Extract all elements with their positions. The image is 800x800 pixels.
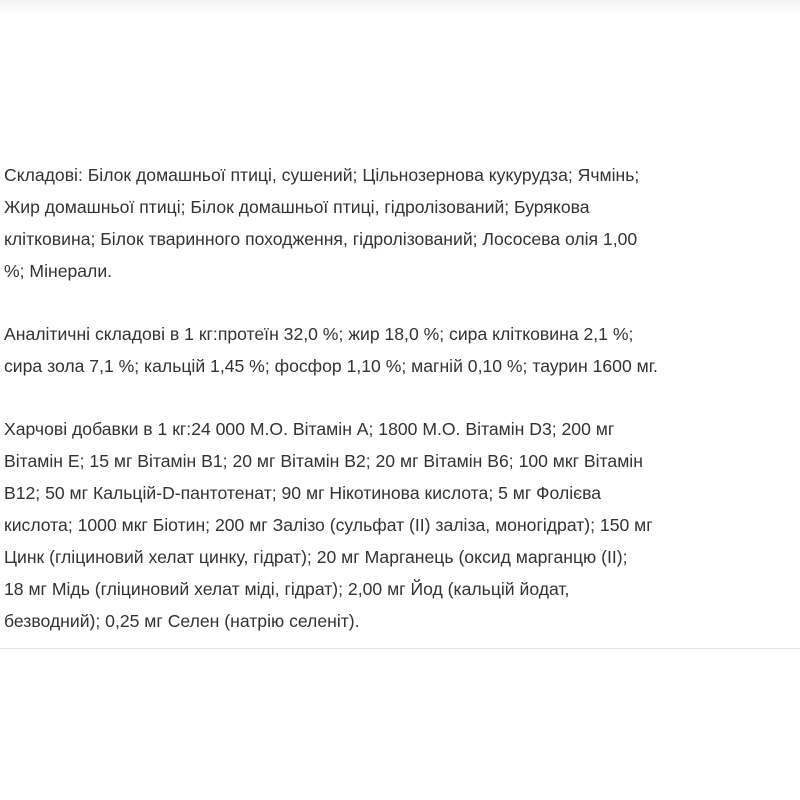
nutritional-additives-paragraph bbox=[4, 413, 796, 637]
text-line: Аналітичні складові в 1 кг:протеїн 32,0 %; жир 18,0 %; сира клітковина 2,1 %; bbox=[4, 324, 634, 344]
text-line: Жир домашньої птиці; Білок домашньої птиці, гідролізований; Бурякова bbox=[4, 197, 590, 217]
paragraph-gap bbox=[4, 382, 796, 413]
text-line: 18 мг Мідь (гліциновий хелат міді, гідрат); 2,00 мг Йод (кальцій йодат, bbox=[4, 579, 570, 599]
text-line: сира зола 7,1 %; кальцій 1,45 %; фосфор 1,10 %; магній 0,10 %; таурин 1600 мг. bbox=[4, 356, 658, 376]
text-line: В12; 50 мг Кальцій-D-пантотенат; 90 мг Нікотинова кислота; 5 мг Фолієва bbox=[4, 483, 602, 503]
ingredients-paragraph bbox=[4, 159, 796, 287]
text-line: Вітамін Е; 15 мг Вітамін В1; 20 мг Вітамін В2; 20 мг Вітамін В6; 100 мкг Вітамін bbox=[4, 451, 643, 471]
paragraph-gap bbox=[4, 287, 796, 318]
analytical-constituents-paragraph bbox=[4, 318, 796, 382]
text-line: безводний); 0,25 мг Селен (натрію селеніт). bbox=[4, 611, 360, 631]
top-edge-shadow bbox=[0, 0, 800, 16]
text-line: Цинк (гліциновий хелат цинку, гідрат); 20 мг Марганець (оксид марганцю (ІІ); bbox=[4, 547, 628, 567]
text-line: Харчові добавки в 1 кг:24 000 М.О. Вітамін А; 1800 М.О. Вітамін D3; 200 мг bbox=[4, 419, 615, 439]
section-divider bbox=[0, 648, 800, 649]
text-line: клітковина; Білок тваринного походження, гідролізований; Лососева олія 1,00 bbox=[4, 229, 638, 249]
text-line: Складові: Білок домашньої птиці, сушений; Цільнозернова кукурудза; Ячмінь; bbox=[4, 165, 640, 185]
text-line: %; Мінерали. bbox=[4, 261, 113, 281]
text-line: кислота; 1000 мкг Біотин; 200 мг Залізо (сульфат (ІІ) заліза, моногідрат); 150 мг bbox=[4, 515, 653, 535]
product-composition-text bbox=[4, 159, 796, 637]
